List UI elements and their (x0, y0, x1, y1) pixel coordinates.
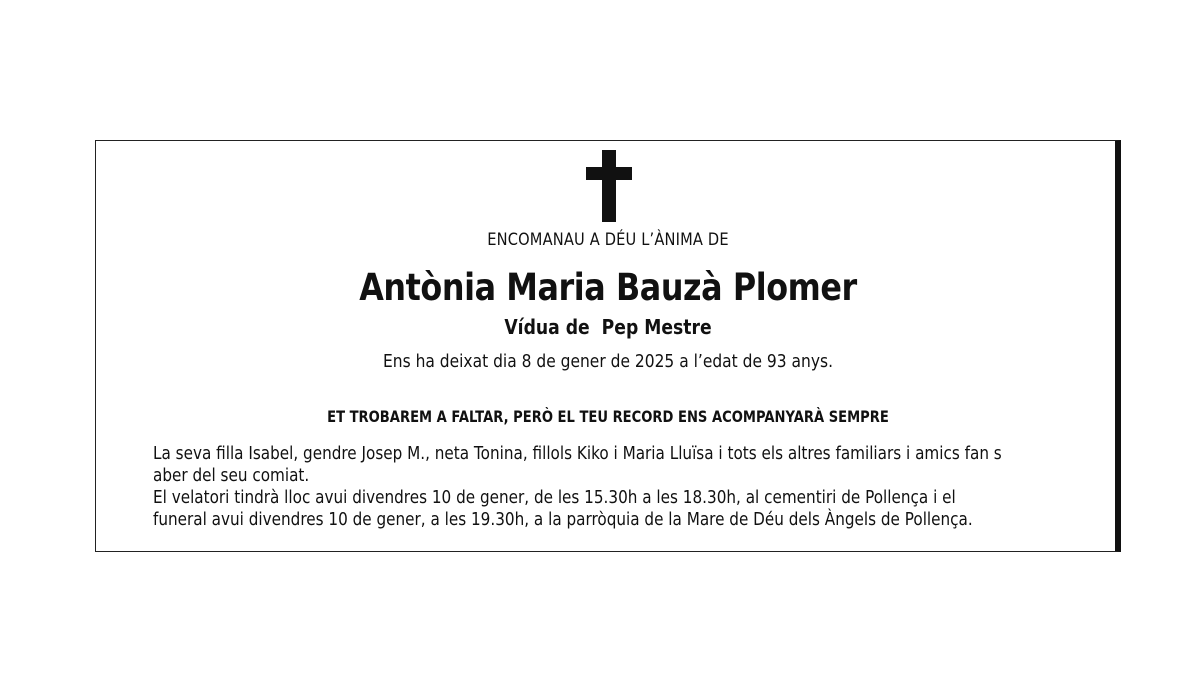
wake-line-2: funeral avui divendres 10 de gener, a les 19.30h, a la parròquia de la Mare de Déu dels Àngels de Pollença. (153, 510, 973, 530)
widow-of-text: Vídua de Pep Mestre (504, 315, 712, 339)
family-line-1: La seva filla Isabel, gendre Josep M., neta Tonina, fillols Kiko i Maria Lluïsa i tots els altres familiars i amics fan s (153, 444, 1002, 464)
motto-text: ET TROBAREM A FALTAR, PERÒ EL TEU RECORD ENS ACOMPANYARÀ SEMPRE (327, 407, 889, 426)
intro-text: ENCOMANAU A DÉU L’ÀNIMA DE (487, 230, 729, 250)
obituary-notice (95, 140, 1121, 552)
family-line-2: aber del seu comiat. (153, 466, 310, 486)
passing-date-text: Ens ha deixat dia 8 de gener de 2025 a l’edat de 93 anys. (382, 351, 833, 372)
wake-line-1: El velatori tindrà lloc avui divendres 10 de gener, de les 15.30h a les 18.30h, al cementiri de Pollença i el (153, 488, 956, 508)
deceased-name: Antònia Maria Bauzà Plomer (359, 266, 857, 309)
cross-icon (586, 150, 632, 222)
notice-body (153, 443, 1063, 531)
